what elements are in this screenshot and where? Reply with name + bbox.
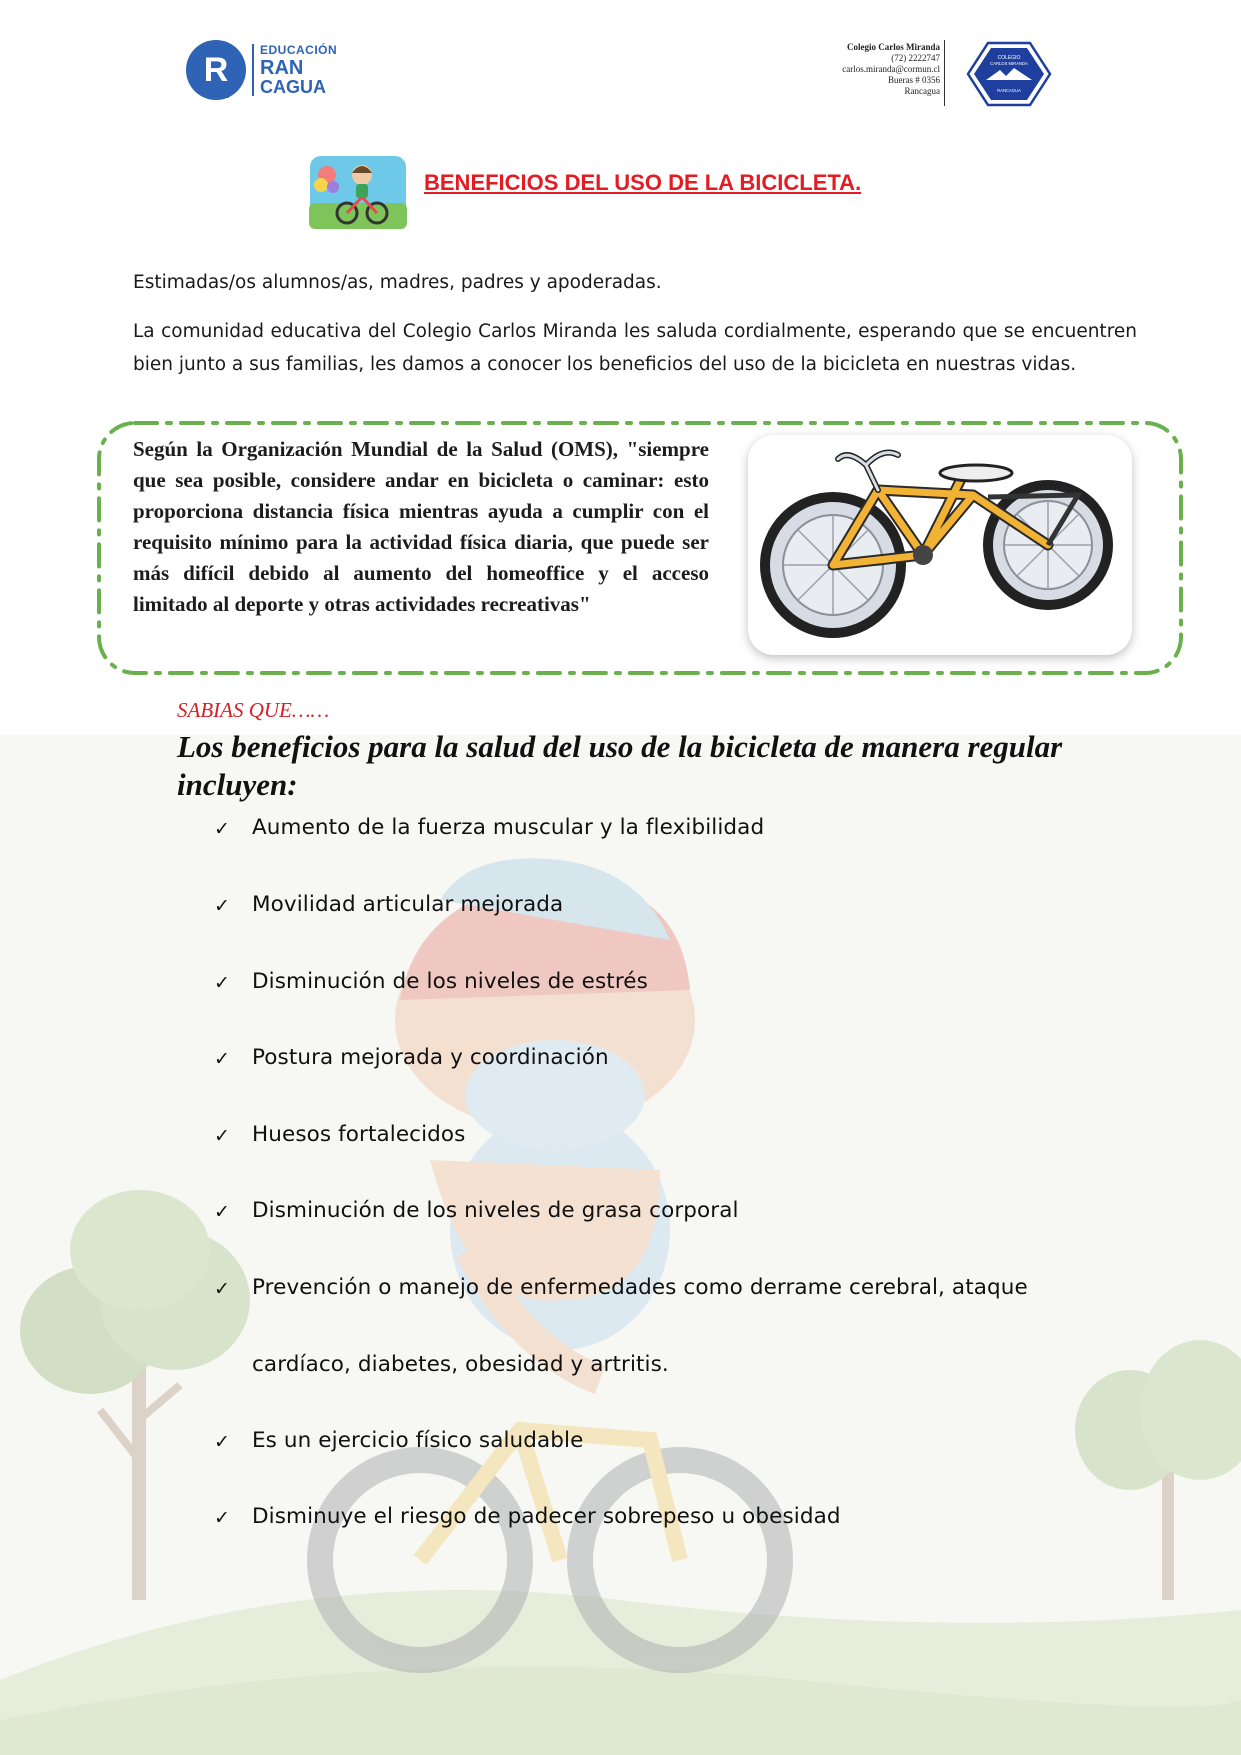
- check-icon: ✓: [214, 1431, 230, 1453]
- check-icon: ✓: [214, 1125, 230, 1147]
- intro-paragraph: La comunidad educativa del Colegio Carlos Miranda les saluda cordialmente, esperando que se encuentren bien junto a sus familias, les damos a conocer los beneficios del uso de la bicicleta en nuestras vidas.: [133, 321, 1137, 375]
- benefit-item: Disminución de los niveles de estrés: [252, 969, 648, 994]
- crest-mid-text: CARLOS MIRANDA: [990, 61, 1028, 66]
- check-icon: ✓: [214, 818, 230, 840]
- check-icon: ✓: [214, 1507, 230, 1529]
- benefit-item: Huesos fortalecidos: [252, 1122, 466, 1147]
- benefit-item: Prevención o manejo de enfermedades como derrame cerebral, ataque: [252, 1275, 1028, 1300]
- benefit-item-continuation: cardíaco, diabetes, obesidad y artritis.: [252, 1352, 669, 1377]
- logo-tagline: SE VIVE: [206, 94, 230, 100]
- logo-line2: RAN: [260, 57, 304, 79]
- check-icon: ✓: [214, 1048, 230, 1070]
- page-title: BENEFICIOS DEL USO DE LA BICICLETA.: [424, 170, 862, 195]
- school-address: Bueras # 0356: [888, 75, 940, 85]
- school-city: Rancagua: [904, 86, 940, 96]
- benefit-item: Es un ejercicio físico saludable: [252, 1428, 584, 1453]
- oms-quote: Según la Organización Mundial de la Salud (OMS), "siempre que sea posible, considere andar en bicicleta o caminar: esto proporciona distancia física mientras ayuda a cumplir con el requisito mínimo para la actividad física diaria, que puede ser más difícil debido al aumento del homeoffice y el acceso limitado al deporte y otras actividades recreativas": [133, 437, 709, 616]
- crest-top-text: COLEGIO: [997, 55, 1021, 61]
- school-name: Colegio Carlos Miranda: [847, 42, 940, 52]
- benefit-item: Aumento de la fuerza muscular y la flexibilidad: [252, 815, 765, 840]
- benefit-item: Postura mejorada y coordinación: [252, 1045, 609, 1070]
- crest-bottom-text: RANCAGUA: [997, 88, 1021, 93]
- logo-mark: R: [186, 40, 246, 100]
- benefits-headline: Los beneficios para la salud del uso de la bicicleta de manera regular incluyen:: [177, 729, 1063, 802]
- check-icon: ✓: [214, 1201, 230, 1223]
- benefit-item: Disminuye el riesgo de padecer sobrepeso u obesidad: [252, 1504, 841, 1529]
- check-icon: ✓: [214, 1278, 230, 1300]
- logo-line1: EDUCACIÓN: [260, 43, 338, 57]
- school-email: carlos.miranda@cormun.cl: [842, 64, 940, 74]
- check-icon: ✓: [214, 972, 230, 994]
- school-phone: (72) 2222747: [891, 53, 940, 63]
- benefit-item: Movilidad articular mejorada: [252, 892, 564, 917]
- benefit-item: Disminución de los niveles de grasa corporal: [252, 1198, 739, 1223]
- greeting: Estimadas/os alumnos/as, madres, padres y apoderadas.: [133, 272, 662, 293]
- sabias-que-label: SABIAS QUE……: [177, 698, 330, 722]
- check-icon: ✓: [214, 895, 230, 917]
- logo-line3: CAGUA: [260, 77, 326, 97]
